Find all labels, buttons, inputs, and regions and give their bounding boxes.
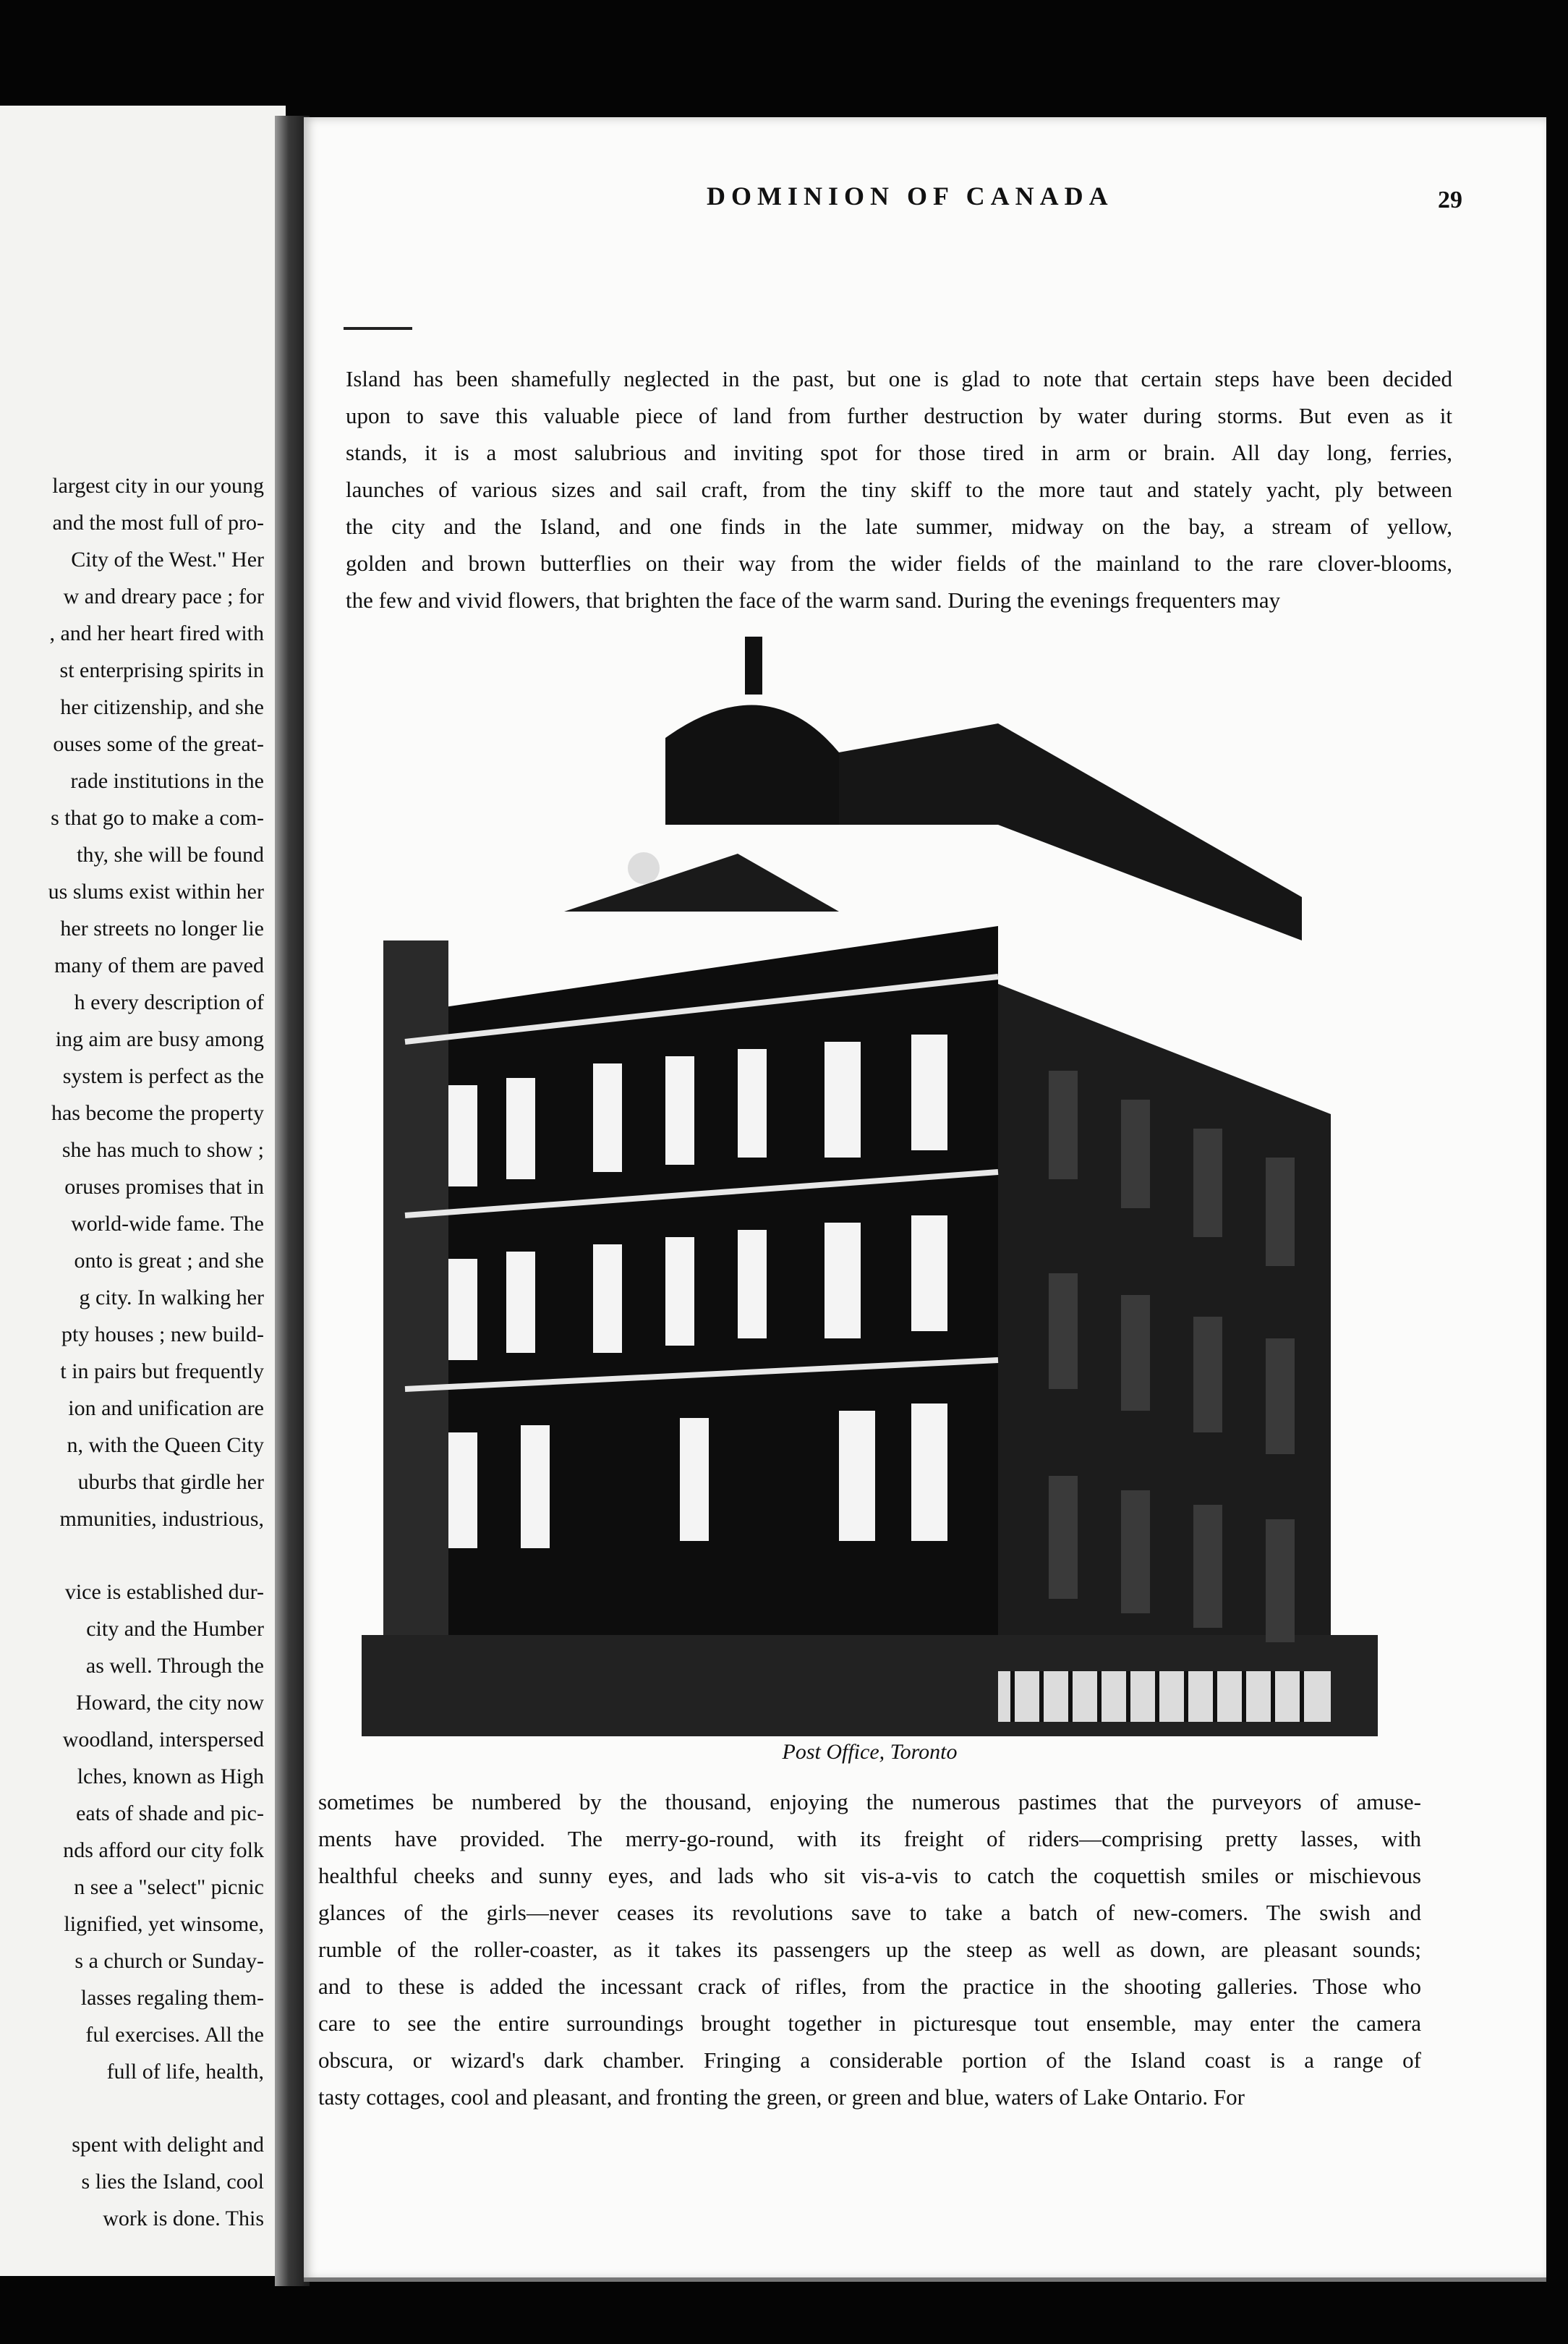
text-line: she has much to show ; [61, 1138, 264, 1162]
text-line: ouses some of the great- [53, 732, 264, 756]
text-line: the few and vivid flowers, that brighten the face of the warm sand. During the evenings frequenters may [346, 587, 1281, 613]
text-line: largest city in our young [52, 474, 264, 498]
text-line: care to see the entire surroundings brought together in picturesque tout ensemble, may enter the camera [318, 2010, 1421, 2036]
text-line: tasty cottages, cool and pleasant, and fronting the green, or green and blue, waters of Lake Ontario. For [318, 2084, 1245, 2110]
text-line: Island has been shamefully neglected in the past, but one is glad to note that certain steps have been decided [346, 366, 1452, 391]
text-line: ing aim are busy among [55, 1027, 264, 1051]
text-line: sometimes be numbered by the thousand, enjoying the numerous pastimes that the purveyors of amuse- [318, 1789, 1421, 1814]
text-line: lignified, yet winsome, [64, 1912, 264, 1936]
header-rule [344, 327, 412, 330]
text-line: s a church or Sunday- [74, 1949, 264, 1973]
text-line: vice is established dur- [64, 1580, 264, 1604]
text-line: full of life, health, [106, 2060, 264, 2084]
page-number: 29 [1438, 187, 1462, 213]
text-line: ion and unification are [68, 1396, 264, 1420]
top-paragraph [346, 360, 1452, 619]
text-line: lasses regaling them- [80, 1986, 264, 2010]
text-line: launches of various sizes and sail craft, from the tiny skiff to the more taut and stately yacht, ply between [346, 477, 1452, 502]
text-line: thy, she will be found [77, 843, 264, 867]
text-line [0, 1537, 264, 1574]
text-line: glances of the girls—never ceases its revolutions save to take a batch of new-comers. The swish and [318, 1900, 1421, 1925]
text-line: pty houses ; new build- [61, 1322, 264, 1346]
text-line: s that go to make a com- [51, 806, 264, 830]
text-line: n, with the Queen City [67, 1433, 264, 1457]
text-line: s lies the Island, cool [81, 2170, 264, 2194]
illustration-caption: Post Office, Toronto [782, 1740, 958, 1764]
text-line: uburbs that girdle her [77, 1470, 264, 1494]
text-line: obscura, or wizard's dark chamber. Fringing a considerable portion of the Island coast is a range of [318, 2047, 1421, 2073]
text-line: rade institutions in the [70, 769, 264, 793]
previous-page [0, 106, 286, 2276]
text-line: spent with delight and [72, 2133, 264, 2157]
text-line: , and her heart fired with [49, 621, 264, 645]
text-line: ments have provided. The merry-go-round, with its freight of riders—comprising pretty lasses, with [318, 1826, 1421, 1851]
text-line: upon to save this valuable piece of land from further destruction by water during storms. But even as it [346, 403, 1452, 428]
text-line: onto is great ; and she [74, 1249, 264, 1273]
text-line: and to these is added the incessant crack of rifles, from the practice in the shooting galleries. Those who [318, 1974, 1421, 1999]
text-line: w and dreary pace ; for [63, 585, 264, 608]
text-line: system is perfect as the [62, 1064, 264, 1088]
text-line: rumble of the roller-coaster, as it takes its passengers up the steep as well as down, are pleasant sounds; [318, 1937, 1421, 1962]
previous-page-text-column [0, 467, 264, 2237]
text-line: t in pairs but frequently [60, 1359, 264, 1383]
text-line: us slums exist within her [48, 880, 264, 904]
text-line: City of the West." Her [71, 548, 264, 572]
text-line: mmunities, industrious, [59, 1507, 264, 1531]
text-line: stands, it is a most salubrious and inviting spot for those tired in arm or brain. All day long, ferries, [346, 440, 1452, 465]
text-line: ful exercises. All the [85, 2023, 264, 2047]
post-office-engraving [362, 637, 1378, 1736]
text-line: world-wide fame. The [71, 1212, 264, 1236]
text-line: g city. In walking her [79, 1286, 264, 1309]
text-line: woodland, interspersed [62, 1728, 264, 1751]
text-line [0, 2090, 264, 2126]
text-line: her streets no longer lie [60, 917, 264, 940]
text-line: and the most full of pro- [52, 511, 264, 535]
text-line: n see a "select" picnic [74, 1875, 264, 1899]
text-line: lches, known as High [77, 1765, 264, 1788]
text-line: nds afford our city folk [63, 1838, 264, 1862]
text-line: has become the property [51, 1101, 264, 1125]
text-line: work is done. This [103, 2207, 264, 2230]
text-line: eats of shade and pic- [76, 1801, 264, 1825]
building-illustration [362, 637, 1378, 1736]
page-bottom-edge [304, 2277, 1546, 2282]
text-line: Howard, the city now [76, 1691, 264, 1715]
text-line: as well. Through the [85, 1654, 264, 1678]
page-header [405, 181, 1548, 224]
text-line: h every description of [74, 990, 264, 1014]
running-head: DOMINION OF CANADA [707, 182, 1114, 211]
text-line: many of them are paved [54, 954, 264, 977]
text-line: city and the Humber [86, 1617, 264, 1641]
text-line: healthful cheeks and sunny eyes, and lads who sit vis-a-vis to catch the coquettish smiles or mischievous [318, 1863, 1421, 1888]
text-line: golden and brown butterflies on their way from the wider fields of the mainland to the rare clover-blooms, [346, 551, 1452, 576]
text-line: her citizenship, and she [60, 695, 264, 719]
text-line: the city and the Island, and one finds in the late summer, midway on the bay, a stream of yellow, [346, 514, 1452, 539]
text-line: oruses promises that in [64, 1175, 264, 1199]
text-line: st enterprising spirits in [59, 658, 264, 682]
bottom-paragraph [318, 1783, 1421, 2115]
